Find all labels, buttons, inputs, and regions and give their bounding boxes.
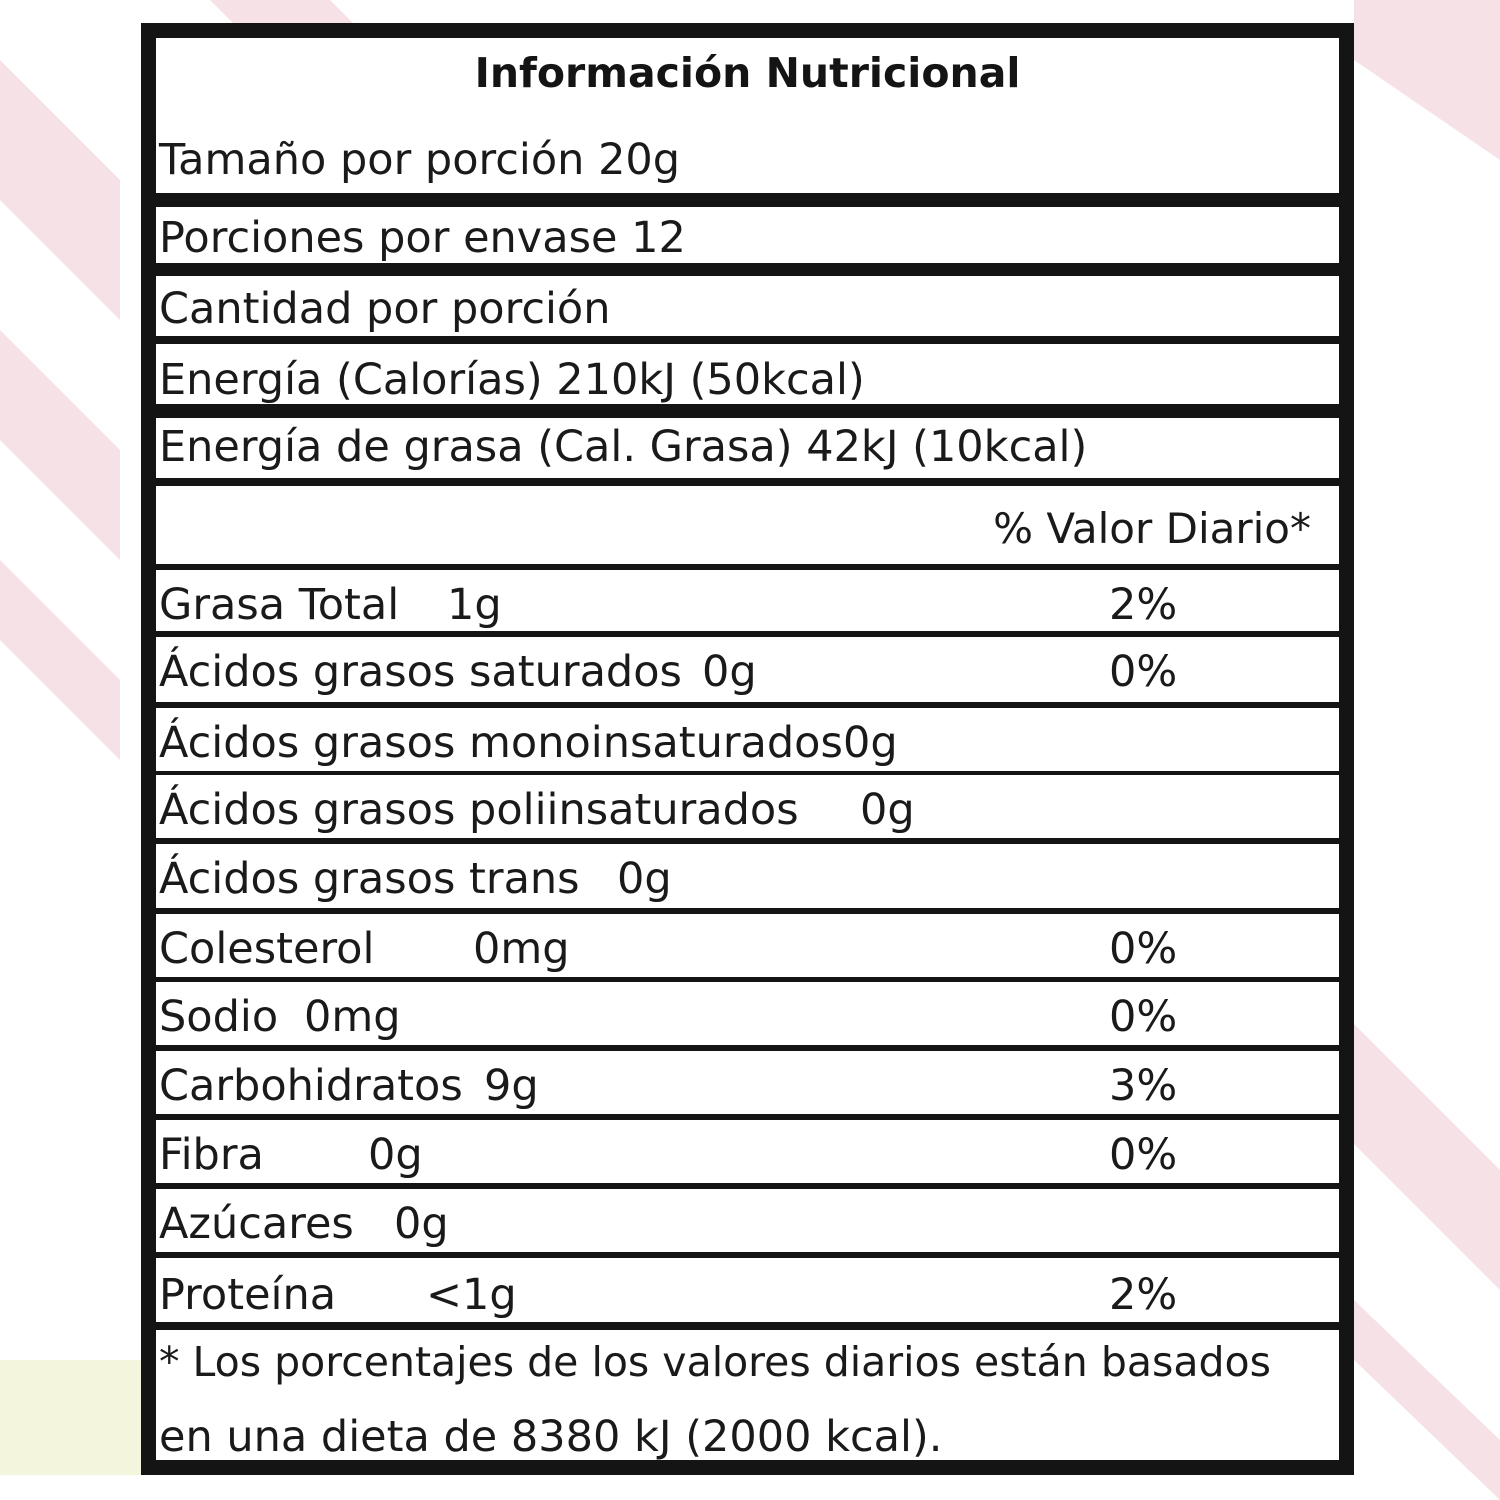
servings-per-container-row	[156, 207, 1339, 263]
nutrient-dv: 0%	[1109, 1130, 1178, 1180]
nutrient-row-sodium	[156, 982, 1339, 1045]
nutrient-name: Grasa Total	[159, 580, 400, 630]
energy-from-fat-row	[156, 418, 1339, 478]
label-title: Información Nutricional	[474, 49, 1021, 97]
nutrient-amount: 0mg	[304, 992, 401, 1042]
nutrient-name: Ácidos grasos saturados	[159, 647, 682, 697]
nutrient-amount: 0g	[860, 785, 915, 835]
energy: Energía (Calorías) 210kJ (50kcal)	[159, 355, 865, 404]
daily-value-header: % Valor Diario*	[993, 504, 1311, 553]
nutrient-amount: 0mg	[473, 924, 570, 974]
nutrient-dv: 0%	[1109, 647, 1178, 697]
footnote-block	[156, 1330, 1339, 1460]
energy-row	[156, 344, 1339, 404]
nutrient-name: Azúcares	[159, 1199, 354, 1249]
energy-from-fat: Energía de grasa (Cal. Grasa) 42kJ (10kcal)	[159, 422, 1088, 472]
servings-per-container: Porciones por envase 12	[159, 213, 686, 263]
nutrient-row-carbohydrates	[156, 1051, 1339, 1114]
nutrient-dv: 3%	[1109, 1061, 1178, 1111]
amount-per-serving-row	[156, 276, 1339, 336]
nutrient-name: Colesterol	[159, 924, 375, 974]
nutrient-amount: 0g	[617, 854, 672, 904]
nutrient-row-protein	[156, 1258, 1339, 1322]
amount-per-serving: Cantidad por porción	[159, 284, 611, 334]
nutrient-dv: 0%	[1109, 924, 1178, 974]
nutrient-name: Ácidos grasos poliinsaturados	[159, 785, 799, 835]
nutrient-row-total-fat	[156, 570, 1339, 631]
footnote-line-2: en una dieta de 8380 kJ (2000 kcal).	[159, 1412, 943, 1460]
header-block	[156, 38, 1339, 193]
nutrient-row-monounsaturated	[156, 708, 1339, 771]
nutrient-amount: 0g	[394, 1199, 449, 1249]
nutrient-amount: 0g	[702, 647, 757, 697]
nutrient-row-cholesterol	[156, 914, 1339, 977]
nutrient-name: Ácidos grasos monoinsaturados	[159, 718, 843, 768]
nutrient-row-sugars	[156, 1189, 1339, 1252]
nutrient-name: Proteína	[159, 1270, 337, 1320]
serving-size: Tamaño por porción 20g	[159, 135, 681, 185]
nutrient-name: Carbohidratos	[159, 1061, 463, 1111]
nutrient-amount: <1g	[426, 1270, 517, 1320]
nutrient-name: Fibra	[159, 1130, 264, 1180]
nutrient-name: Ácidos grasos trans	[159, 854, 580, 904]
footnote-line-1: * Los porcentajes de los valores diarios están basados	[159, 1338, 1271, 1386]
nutrient-amount: 0g	[368, 1130, 423, 1180]
nutrient-dv: 2%	[1109, 580, 1178, 630]
nutrient-amount: 0g	[843, 718, 898, 768]
nutrient-row-fiber	[156, 1120, 1339, 1183]
nutrient-row-trans	[156, 844, 1339, 908]
nutrient-row-saturated	[156, 637, 1339, 702]
nutrient-amount: 1g	[447, 580, 502, 630]
daily-value-header-row	[156, 486, 1339, 564]
nutrient-dv: 2%	[1109, 1270, 1178, 1320]
nutrient-row-polyunsaturated	[156, 775, 1339, 838]
nutrient-dv: 0%	[1109, 992, 1178, 1042]
nutrient-name: Sodio	[159, 992, 279, 1042]
nutrient-amount: 9g	[484, 1061, 539, 1111]
